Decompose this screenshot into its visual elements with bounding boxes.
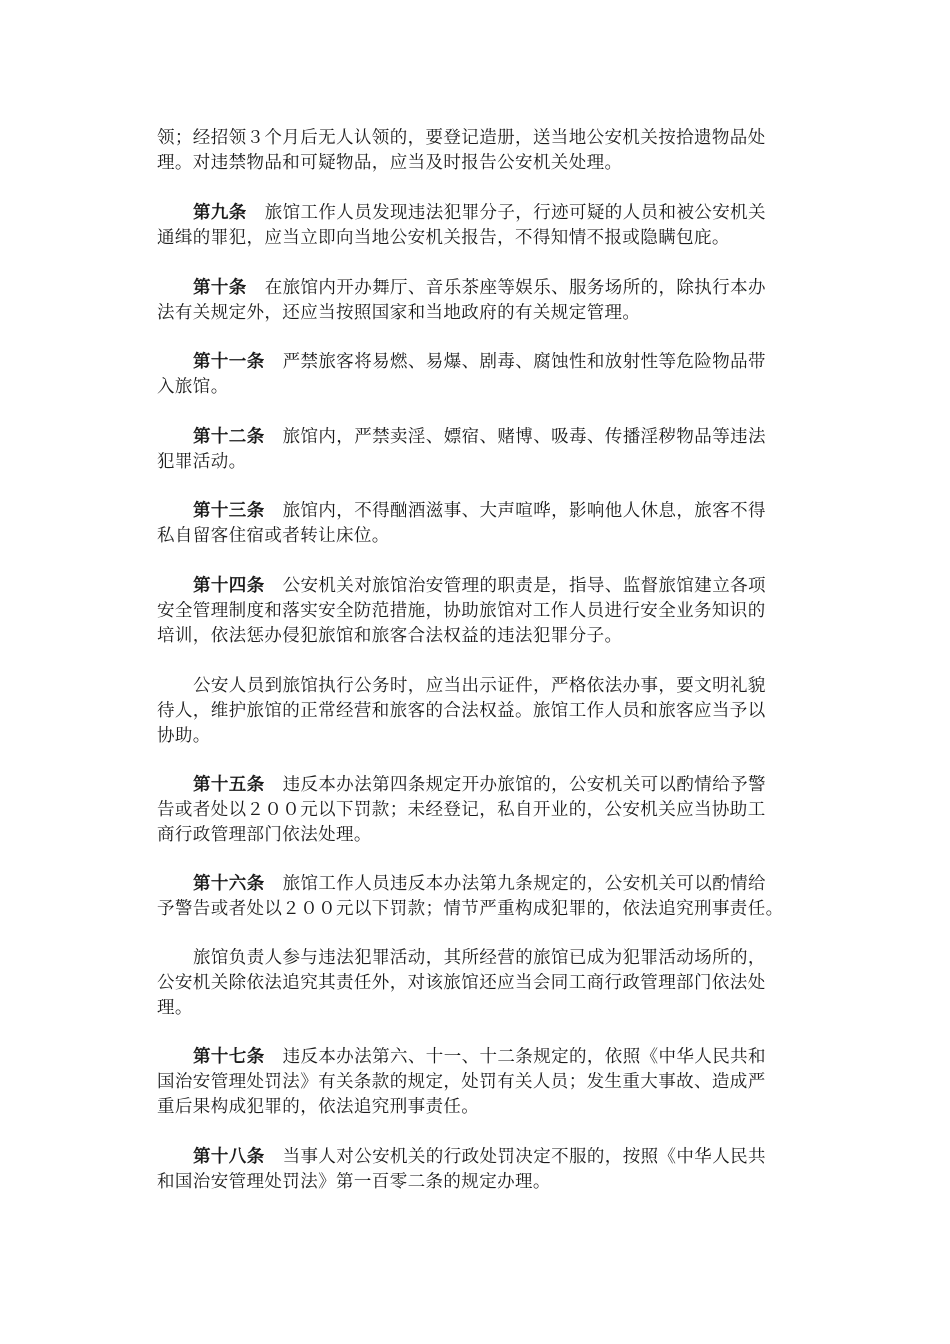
article-17 [157, 1045, 812, 1120]
text-line: 犯罪活动。 [157, 452, 247, 472]
text-line: 理。对违禁物品和可疑物品，应当及时报告公安机关处理。 [157, 153, 623, 173]
article-number: 第十五条 [193, 775, 265, 795]
article-number: 第十一条 [193, 352, 265, 372]
article-14 [157, 574, 812, 649]
text-line: 旅馆内，严禁卖淫、嫖宿、赌博、吸毒、传播淫秽物品等违法 [282, 427, 766, 447]
text-line: 违反本办法第四条规定开办旅馆的，公安机关可以酌情给予警 [282, 775, 766, 795]
text-line: 商行政管理部门依法处理。 [157, 825, 372, 845]
text-line: 公安机关除依法追究其责任外，对该旅馆还应当会同工商行政管理部门依法处 [157, 973, 766, 993]
text-line: 领；经招领３个月后无人认领的，要登记造册，送当地公安机关按拾遗物品处 [157, 128, 766, 148]
article-number: 第十二条 [193, 427, 265, 447]
text-line: 旅馆负责人参与违法犯罪活动，其所经营的旅馆已成为犯罪活动场所的， [193, 948, 766, 968]
text-line: 国治安管理处罚法》有关条款的规定，处罚有关人员；发生重大事故、造成严 [157, 1072, 766, 1092]
paragraph [157, 126, 812, 176]
text-line: 协助。 [157, 726, 211, 746]
article-12 [157, 425, 812, 475]
text-line: 严禁旅客将易燃、易爆、剧毒、腐蚀性和放射性等危险物品带 [282, 352, 766, 372]
article-10 [157, 276, 812, 326]
text-line: 法有关规定外，还应当按照国家和当地政府的有关规定管理。 [157, 303, 641, 323]
text-line: 旅馆内，不得酗酒滋事、大声喧哗，影响他人休息，旅客不得 [282, 501, 766, 521]
article-number: 第九条 [193, 203, 247, 223]
article-number: 第十八条 [193, 1147, 265, 1167]
article-16 [157, 872, 812, 922]
article-13 [157, 499, 812, 549]
article-9 [157, 201, 812, 251]
text-line: 私自留客住宿或者转让床位。 [157, 526, 390, 546]
text-line: 和国治安管理处罚法》第一百零二条的规定办理。 [157, 1172, 551, 1192]
text-line: 重后果构成犯罪的，依法追究刑事责任。 [157, 1097, 480, 1117]
article-number: 第十七条 [193, 1047, 265, 1067]
text-line: 旅馆工作人员发现违法犯罪分子，行迹可疑的人员和被公安机关 [264, 203, 766, 223]
text-line: 公安人员到旅馆执行公务时，应当出示证件，严格依法办事，要文明礼貌 [193, 676, 766, 696]
text-line: 告或者处以２００元以下罚款；未经登记，私自开业的，公安机关应当协助工 [157, 800, 766, 820]
article-number: 第十条 [193, 278, 247, 298]
text-line: 理。 [157, 998, 193, 1018]
paragraph [157, 946, 812, 1021]
article-11 [157, 350, 812, 400]
paragraph [157, 674, 812, 749]
article-number: 第十三条 [193, 501, 265, 521]
text-line: 安全管理制度和落实安全防范措施，协助旅馆对工作人员进行安全业务知识的 [157, 601, 766, 621]
text-line: 待人，维护旅馆的正常经营和旅客的合法权益。旅馆工作人员和旅客应当予以 [157, 701, 766, 721]
text-line: 公安机关对旅馆治安管理的职责是，指导、监督旅馆建立各项 [282, 576, 766, 596]
text-line: 入旅馆。 [157, 377, 229, 397]
text-line: 培训，依法惩办侵犯旅馆和旅客合法权益的违法犯罪分子。 [157, 626, 623, 646]
article-15 [157, 773, 812, 848]
article-number: 第十四条 [193, 576, 265, 596]
text-line: 予警告或者处以２００元以下罚款；情节严重构成犯罪的，依法追究刑事责任。 [157, 899, 784, 919]
text-line: 旅馆工作人员违反本办法第九条规定的，公安机关可以酌情给 [282, 874, 766, 894]
text-line: 当事人对公安机关的行政处罚决定不服的，按照《中华人民共 [282, 1147, 766, 1167]
text-line: 在旅馆内开办舞厅、音乐茶座等娱乐、服务场所的，除执行本办 [264, 278, 766, 298]
text-line: 违反本办法第六、十一、十二条规定的，依照《中华人民共和 [282, 1047, 766, 1067]
article-number: 第十六条 [193, 874, 265, 894]
text-line: 通缉的罪犯，应当立即向当地公安机关报告，不得知情不报或隐瞒包庇。 [157, 228, 730, 248]
article-18 [157, 1145, 812, 1195]
